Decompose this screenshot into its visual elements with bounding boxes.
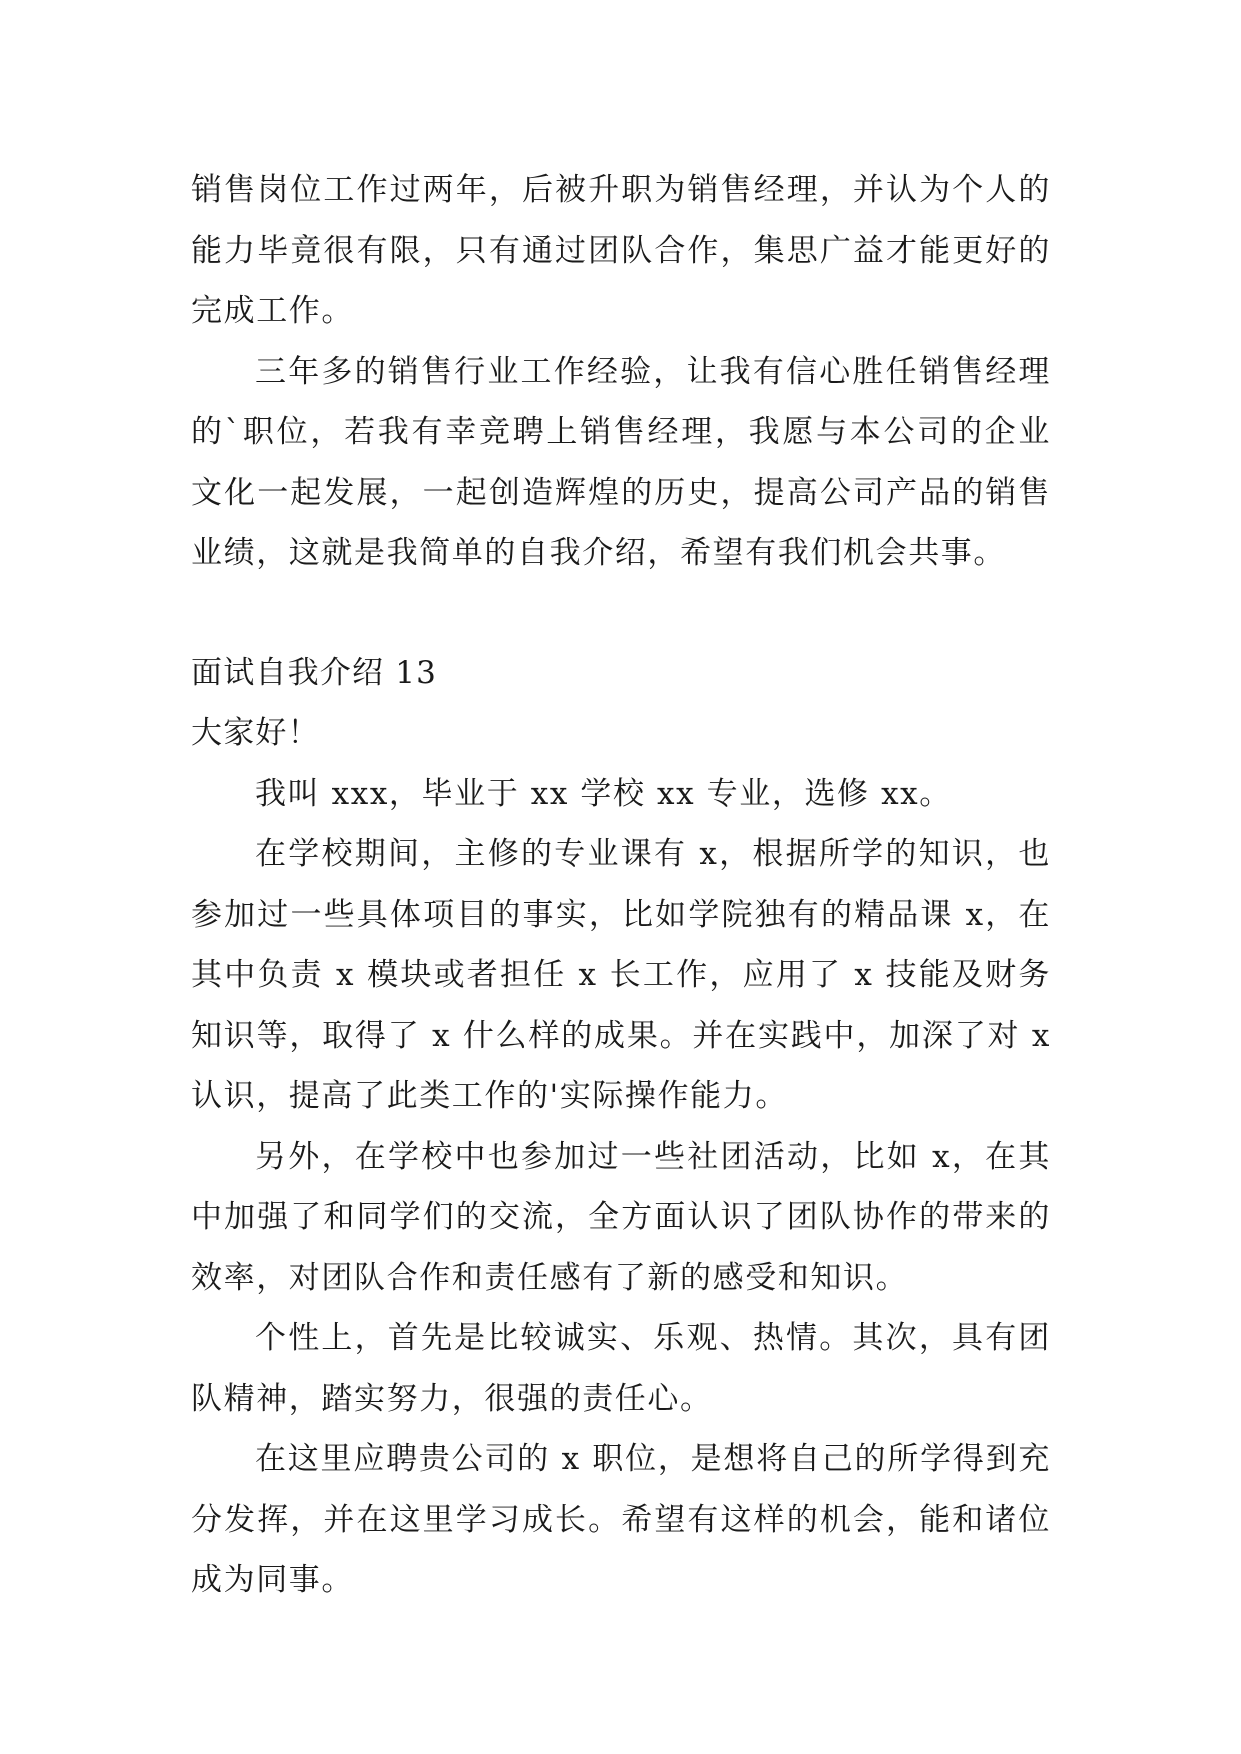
- paragraph-personality: 个性上，首先是比较诚实、乐观、热情。其次，具有团队精神，踏实努力，很强的责任心。: [191, 1320, 1051, 1417]
- paragraph-experience: 三年多的销售行业工作经验，让我有信心胜任销售经理的`职位，若我有幸竞聘上销售经理，我愿与本公司的企业文化一起发展，一起创造辉煌的历史，提高公司产品的销售业绩，这就是我简单的自我介绍，希望有我们机会共事。: [191, 353, 1051, 571]
- section-title: 面试自我介绍 13: [191, 654, 438, 691]
- paragraph-closing: 在这里应聘贵公司的 x 职位，是想将自己的所学得到充分发挥，并在这里学习成长。希望有这样的机会，能和诸位成为同事。: [191, 1441, 1051, 1598]
- paragraph-activities: 另外，在学校中也参加过一些社团活动，比如 x，在其中加强了和同学们的交流，全方面认识了团队协作的带来的效率，对团队合作和责任感有了新的感受和知识。: [191, 1138, 1051, 1296]
- section-spacer: [191, 584, 1051, 643]
- document-body: [191, 160, 1051, 1611]
- paragraph-name: 我叫 xxx，毕业于 xx 学校 xx 专业，选修 xx。: [255, 775, 952, 812]
- paragraph-continued: 销售岗位工作过两年，后被升职为销售经理，并认为个人的能力毕竟很有限，只有通过团队合作，集思广益才能更好的完成工作。: [191, 172, 1051, 329]
- greeting: 大家好！: [191, 715, 320, 751]
- paragraph-school: 在学校期间，主修的专业课有 x，根据所学的知识，也参加过一些具体项目的事实，比如学院独有的精品课 x，在其中负责 x 模块或者担任 x 长工作，应用了 x 技能及财务知识等，取得了 x 什么样的成果。并在实践中，加深了对 x 认识，提高了此类工作的'实际操作能力。: [191, 836, 1051, 1114]
